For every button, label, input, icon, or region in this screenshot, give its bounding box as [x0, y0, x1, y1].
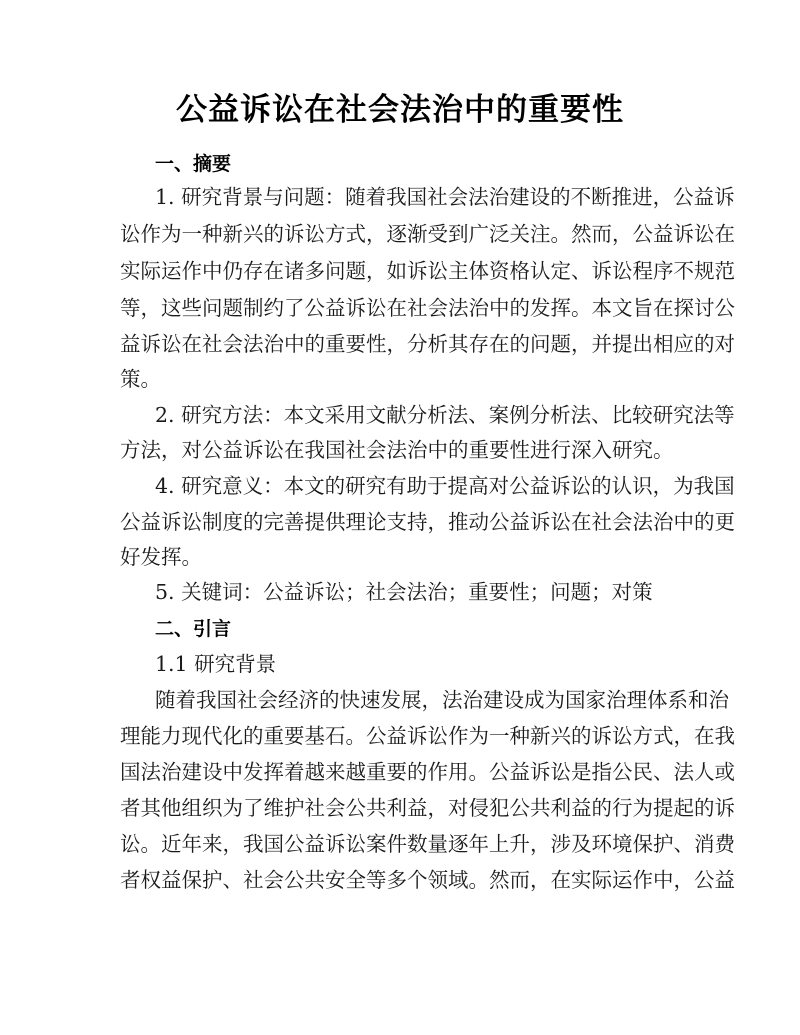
paragraph-line: 者权益保护、社会公共安全等多个领域。然而，在实际运作中，公益 — [120, 868, 735, 892]
paragraph-line: 讼作为一种新兴的诉讼方式，逐渐受到广泛关注。然而，公益诉讼在 — [120, 222, 735, 246]
paragraph-line: 等，这些问题制约了公益诉讼在社会法治中的发挥。本文旨在探讨公 — [120, 296, 735, 320]
paragraph-line: 理能力现代化的重要基石。公益诉讼作为一种新兴的诉讼方式，在我 — [120, 724, 735, 748]
abstract-heading: 一、摘要 — [155, 153, 232, 175]
document-title: 公益诉讼在社会法治中的重要性 — [176, 92, 624, 128]
paragraph-line: 5. 关键词：公益诉讼；社会法治；重要性；问题；对策 — [155, 580, 653, 604]
paragraph-line: 好发挥。 — [120, 545, 202, 569]
paragraph-line: 者其他组织为了维护社会公共利益，对侵犯公共利益的行为提起的诉 — [120, 796, 735, 820]
section-heading: 1.1 研究背景 — [155, 652, 277, 676]
paragraph-line: 随着我国社会经济的快速发展，法治建设成为国家治理体系和治 — [155, 688, 729, 712]
paragraph-line: 4. 研究意义：本文的研究有助于提高对公益诉讼的认识，为我国 — [155, 474, 735, 498]
intro-heading: 二、引言 — [155, 618, 232, 640]
paragraph-line: 2. 研究方法：本文采用文献分析法、案例分析法、比较研究法等 — [155, 403, 735, 427]
paragraph-line: 益诉讼在社会法治中的重要性，分析其存在的问题，并提出相应的对 — [120, 332, 735, 356]
paragraph-line: 1. 研究背景与问题：随着我国社会法治建设的不断推进，公益诉 — [155, 185, 735, 209]
paragraph-line: 方法，对公益诉讼在我国社会法治中的重要性进行深入研究。 — [120, 438, 674, 462]
paragraph-line: 实际运作中仍存在诸多问题，如诉讼主体资格认定、诉讼程序不规范 — [120, 259, 735, 283]
paragraph-line: 公益诉讼制度的完善提供理论支持，推动公益诉讼在社会法治中的更 — [120, 510, 735, 534]
paragraph-line: 国法治建设中发挥着越来越重要的作用。公益诉讼是指公民、法人或 — [120, 760, 735, 784]
paragraph-line: 讼。近年来，我国公益诉讼案件数量逐年上升，涉及环境保护、消费 — [120, 832, 735, 856]
paragraph-line: 策。 — [120, 367, 161, 391]
